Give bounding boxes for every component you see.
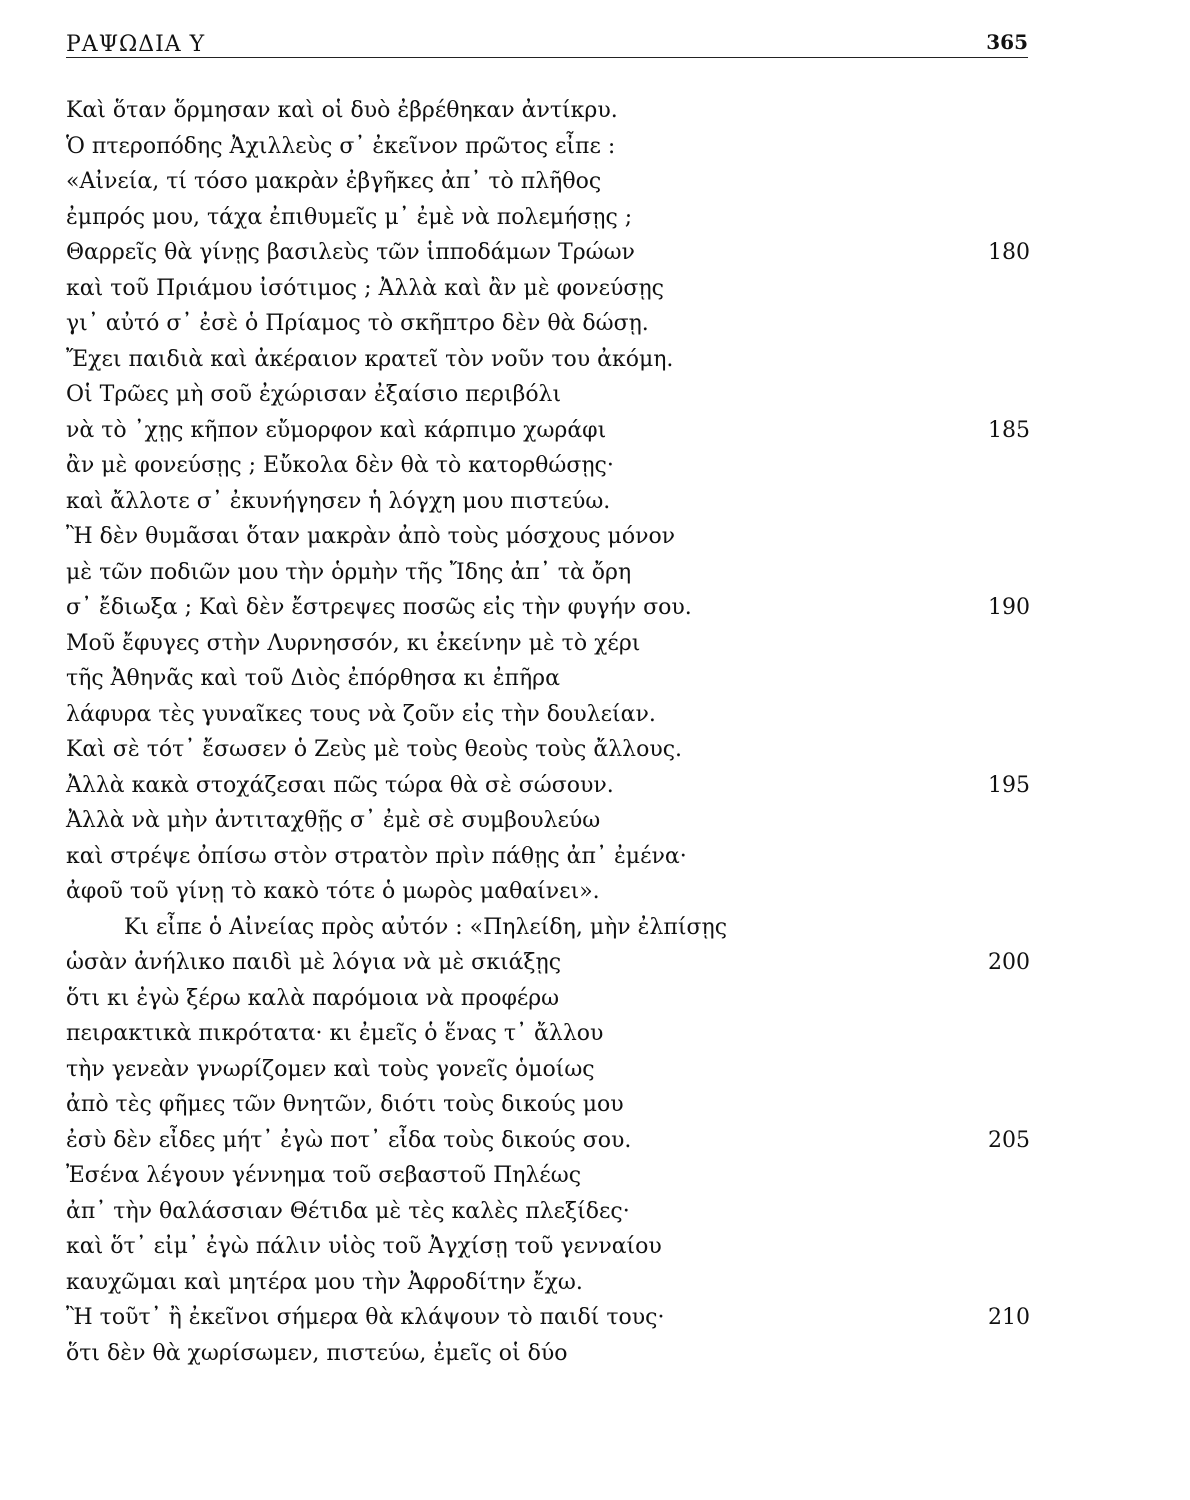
verse-text: ἀπὸ τὲς φῆμες τῶν θνητῶν, διότι τοὺς δικούς μου (66, 1092, 624, 1117)
verse-line (0, 96, 1190, 132)
verse-line (0, 877, 1190, 913)
verse-text: Ἢ τοῦτ᾽ ἢ ἐκεῖνοι σήμερα θὰ κλάψουν τὸ παιδί τους· (66, 1305, 665, 1330)
verse-text: λάφυρα τὲς γυναῖκες τους νὰ ζοῦν εἰς τὴν δουλείαν. (66, 701, 656, 727)
verse-line (0, 842, 1190, 878)
verse-line (0, 1339, 1190, 1375)
verse-line (0, 735, 1190, 771)
verse-text: Ὁ πτεροπόδης Ἀχιλλεὺς σ᾽ ἐκεῖνον πρῶτος εἶπε : (66, 133, 616, 159)
verse-text: ὅτι δὲν θὰ χωρίσωμεν, πιστεύω, ἐμεῖς οἱ δύο (66, 1340, 568, 1366)
verse-text: Ἐσένα λέγουν γέννημα τοῦ σεβαστοῦ Πηλέως (66, 1163, 582, 1188)
line-number: 195 (988, 772, 1030, 798)
verse-line (0, 806, 1190, 842)
verse-text: Μοῦ ἔφυγες στὴν Λυρνησσόν, κι ἐκείνην μὲ τὸ χέρι (66, 630, 641, 656)
verse-line (0, 593, 1190, 629)
verse-line (0, 1197, 1190, 1233)
verse-text: γι᾽ αὐτό σ᾽ ἐσὲ ὁ Πρίαμος τὸ σκῆπτρο δὲν θὰ δώσῃ. (66, 311, 649, 336)
verse-line (0, 664, 1190, 700)
verse-line (0, 558, 1190, 594)
verse-text: Καὶ σὲ τότ᾽ ἔσωσεν ὁ Ζεὺς μὲ τοὺς θεοὺς τοὺς ἄλλους. (66, 737, 683, 762)
verse-line (0, 984, 1190, 1020)
verse-line (0, 1303, 1190, 1339)
verse-text: ὅτι κι ἐγὼ ξέρω καλὰ παρόμοια νὰ προφέρω (66, 985, 560, 1011)
page-number: 365 (986, 30, 1028, 54)
verse-text: ἂν μὲ φονεύσῃς ; Εὔκολα δὲν θὰ τὸ κατορθώσῃς· (66, 453, 614, 478)
line-number: 185 (988, 417, 1030, 443)
verse-line (0, 948, 1190, 984)
verse-line (0, 1161, 1190, 1197)
verse-text: μὲ τῶν ποδιῶν μου τὴν ὁρμὴν τῆς Ἴδης ἀπ᾽ τὰ ὄρη (66, 559, 632, 585)
verse-text: νὰ τὸ ᾽χῃς κῆπον εὔμορφον καὶ κάρπιμο χωράφι (66, 417, 607, 443)
verse-line (0, 132, 1190, 168)
line-number: 180 (988, 240, 1030, 265)
verse-line (0, 380, 1190, 416)
verse-line (0, 771, 1190, 807)
line-number: 210 (988, 1305, 1030, 1330)
verse-line (0, 238, 1190, 274)
verse-text: τὴν γενεὰν γνωρίζομεν καὶ τοὺς γονεῖς ὁμοίως (66, 1056, 595, 1082)
verse-line (0, 451, 1190, 487)
verse-text: πειρακτικὰ πικρότατα· κι ἐμεῖς ὁ ἕνας τ᾽ ἄλλου (66, 1021, 604, 1046)
line-number: 205 (988, 1127, 1030, 1153)
verse-line (0, 274, 1190, 310)
header-rule (66, 57, 1028, 58)
verse-line (0, 1268, 1190, 1304)
verse-line (0, 416, 1190, 452)
verse-text: Θαρρεῖς θὰ γίνῃς βασιλεὺς τῶν ἱπποδάμων Τρώων (66, 240, 635, 265)
verse-text: ἐμπρός μου, τάχα ἐπιθυμεῖς μ᾽ ἐμὲ νὰ πολεμήσῃς ; (66, 204, 633, 230)
running-title: ΡΑΨΩΔΙΑ Υ (66, 32, 206, 57)
verse-line (0, 1055, 1190, 1091)
verse-text: ἀφοῦ τοῦ γίνῃ τὸ κακὸ τότε ὁ μωρὸς μαθαίνει». (66, 879, 600, 904)
verse-text: Ἀλλὰ νὰ μὴν ἀντιταχθῇς σ᾽ ἐμὲ σὲ συμβουλεύω (66, 808, 601, 833)
verse-line (0, 345, 1190, 381)
line-number: 200 (988, 950, 1030, 975)
verse-line (0, 522, 1190, 558)
verse-text: καὶ τοῦ Πριάμου ἰσότιμος ; Ἀλλὰ καὶ ἂν μὲ φονεύσῃς (66, 275, 664, 301)
verse-text: Οἱ Τρῶες μὴ σοῦ ἐχώρισαν ἐξαίσιο περιβόλι (66, 382, 562, 407)
verse-text: τῆς Ἀθηνᾶς καὶ τοῦ Διὸς ἐπόρθησα κι ἐπῆρα (66, 666, 560, 691)
verse-line (0, 167, 1190, 203)
verse-line (0, 913, 1190, 949)
verse-text: ὡσὰν ἀνήλικο παιδὶ μὲ λόγια νὰ μὲ σκιάξῃς (66, 950, 562, 975)
verse-text: καὶ ὅτ᾽ εἰμ᾽ ἐγὼ πάλιν υἱὸς τοῦ Ἀγχίσῃ τοῦ γενναίου (66, 1234, 662, 1259)
verse-text: Καὶ ὅταν ὅρμησαν καὶ οἱ δυὸ ἐβρέθηκαν ἀντίκρυ. (66, 98, 618, 123)
verse-line (0, 487, 1190, 523)
verse-block (0, 96, 1190, 1374)
verse-text: σ᾽ ἔδιωξα ; Καὶ δὲν ἔστρεψες ποσῶς εἰς τὴν φυγήν σου. (66, 595, 692, 620)
verse-text: καὶ στρέψε ὀπίσω στὸν στρατὸν πρὶν πάθῃς ἀπ᾽ ἐμένα· (66, 843, 687, 869)
verse-line (0, 1090, 1190, 1126)
verse-text: Ἔχει παιδιὰ καὶ ἀκέραιον κρατεῖ τὸν νοῦν του ἀκόμη. (66, 346, 674, 372)
verse-line (0, 700, 1190, 736)
line-number: 190 (988, 595, 1030, 620)
verse-text: ἐσὺ δὲν εἶδες μήτ᾽ ἐγὼ ποτ᾽ εἶδα τοὺς δικούς σου. (66, 1127, 632, 1153)
verse-line (0, 1126, 1190, 1162)
verse-line (0, 1232, 1190, 1268)
verse-line (0, 1019, 1190, 1055)
verse-text: καὶ ἄλλοτε σ᾽ ἐκυνήγησεν ἡ λόγχη μου πιστεύω. (66, 488, 611, 514)
verse-text: «Αἰνεία, τί τόσο μακρὰν ἐβγῆκες ἀπ᾽ τὸ πλῆθος (66, 169, 602, 194)
verse-text: ἀπ᾽ τὴν θαλάσσιαν Θέτιδα μὲ τὲς καλὲς πλεξίδες· (66, 1198, 630, 1224)
verse-text: Ἢ δὲν θυμᾶσαι ὅταν μακρὰν ἀπὸ τοὺς μόσχους μόνον (66, 524, 676, 549)
verse-text: Κι εἶπε ὁ Αἰνείας πρὸς αὐτόν : «Πηλείδη, μὴν ἐλπίσῃς (124, 914, 728, 940)
verse-text: καυχῶμαι καὶ μητέρα μου τὴν Ἀφροδίτην ἔχω. (66, 1269, 583, 1295)
verse-text: Ἀλλὰ κακὰ στοχάζεσαι πῶς τώρα θὰ σὲ σώσουν. (66, 772, 614, 798)
verse-line (0, 309, 1190, 345)
verse-line (0, 629, 1190, 665)
verse-line (0, 203, 1190, 239)
